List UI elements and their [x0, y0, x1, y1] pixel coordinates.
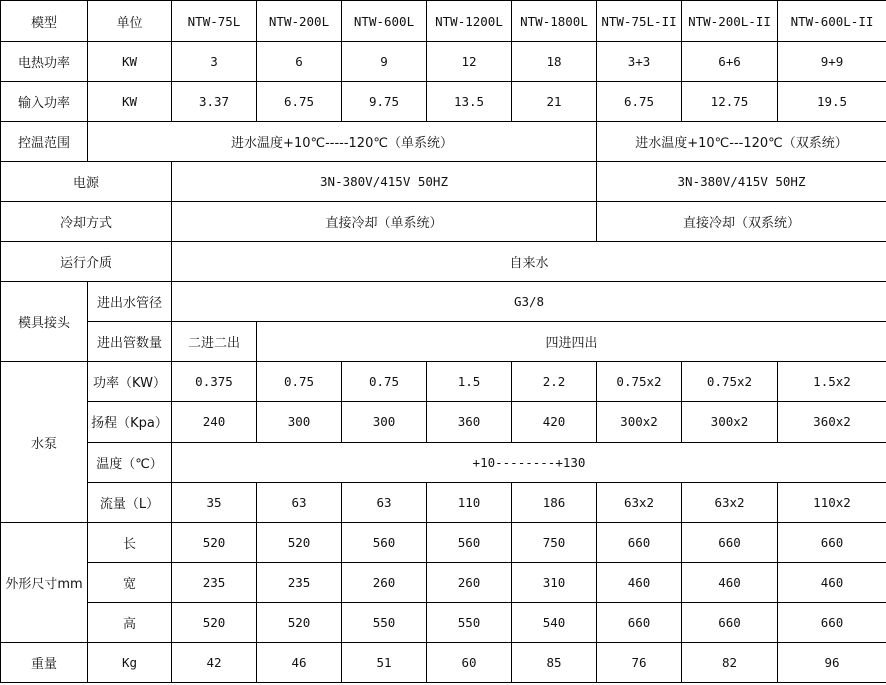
pipe-count-first: 二进二出	[172, 322, 257, 362]
value-cell: 6	[257, 42, 342, 82]
value-cell: 520	[257, 602, 342, 642]
value-cell: 260	[427, 562, 512, 602]
value-cell: 110	[427, 482, 512, 522]
value-cell: 18	[512, 42, 597, 82]
value-cell: 82	[682, 642, 778, 682]
row-label: 电源	[1, 162, 172, 202]
value-cell: 420	[512, 402, 597, 442]
value-cell: 360x2	[778, 402, 886, 442]
value-cell: 360	[427, 402, 512, 442]
value-cell: 19.5	[778, 82, 886, 122]
value-cell: 0.75	[342, 362, 427, 402]
value-cell: 660	[778, 522, 886, 562]
value-cell: 1.5x2	[778, 362, 886, 402]
pump-power-row	[1, 362, 886, 402]
model-name: NTW-200L	[257, 1, 342, 42]
value-cell: 1.5	[427, 362, 512, 402]
pump-flow-row	[1, 482, 886, 522]
pipe-count-row	[1, 322, 886, 362]
value-cell: 96	[778, 642, 886, 682]
power-supply-single: 3N-380V/415V 50HZ	[172, 162, 597, 202]
row-label: 冷却方式	[1, 202, 172, 242]
value-cell: 63	[342, 482, 427, 522]
pipe-count-rest: 四进四出	[257, 322, 886, 362]
value-cell: 6.75	[257, 82, 342, 122]
row-label: 重量	[1, 642, 88, 682]
value-cell: 35	[172, 482, 257, 522]
model-header: 模型	[1, 1, 88, 42]
power-supply-row	[1, 162, 886, 202]
power-supply-dual: 3N-380V/415V 50HZ	[597, 162, 886, 202]
model-name: NTW-75L	[172, 1, 257, 42]
value-cell: 660	[682, 522, 778, 562]
temp-control-row	[1, 122, 886, 162]
unit-cell: KW	[88, 42, 172, 82]
value-cell: 51	[342, 642, 427, 682]
value-cell: 310	[512, 562, 597, 602]
value-cell: 300x2	[597, 402, 682, 442]
value-cell: 660	[682, 602, 778, 642]
height-row	[1, 602, 886, 642]
row-label: 高	[88, 602, 172, 642]
cooling-dual: 直接冷却（双系统）	[597, 202, 886, 242]
row-label: 运行介质	[1, 242, 172, 282]
value-cell: 660	[778, 602, 886, 642]
medium-row	[1, 242, 886, 282]
value-cell: 520	[257, 522, 342, 562]
model-name: NTW-1800L	[512, 1, 597, 42]
temp-control-single: 进水温度+10℃-----120℃（单系统）	[88, 122, 597, 162]
pipe-diameter-row	[1, 282, 886, 322]
value-cell: 550	[427, 602, 512, 642]
medium-value: 自来水	[172, 242, 886, 282]
value-cell: 3+3	[597, 42, 682, 82]
pump-head-row	[1, 402, 886, 442]
input-power-row	[1, 82, 886, 122]
row-label: 输入功率	[1, 82, 88, 122]
value-cell: 9.75	[342, 82, 427, 122]
header-row	[1, 1, 886, 42]
value-cell: 460	[597, 562, 682, 602]
group-label: 水泵	[1, 362, 88, 522]
row-label: 进出水管径	[88, 282, 172, 322]
value-cell: 750	[512, 522, 597, 562]
value-cell: 300	[257, 402, 342, 442]
value-cell: 0.75x2	[682, 362, 778, 402]
value-cell: 60	[427, 642, 512, 682]
row-label: 温度（℃）	[88, 442, 172, 482]
row-label: 流量（L）	[88, 482, 172, 522]
model-name: NTW-1200L	[427, 1, 512, 42]
row-label: 电热功率	[1, 42, 88, 82]
value-cell: 260	[342, 562, 427, 602]
value-cell: 560	[342, 522, 427, 562]
pipe-diameter-value: G3/8	[172, 282, 886, 322]
value-cell: 110x2	[778, 482, 886, 522]
value-cell: 63x2	[597, 482, 682, 522]
value-cell: 0.75	[257, 362, 342, 402]
value-cell: 63x2	[682, 482, 778, 522]
temp-control-dual: 进水温度+10℃---120℃（双系统）	[597, 122, 886, 162]
row-label: 功率（KW）	[88, 362, 172, 402]
value-cell: 63	[257, 482, 342, 522]
cooling-row	[1, 202, 886, 242]
unit-header: 单位	[88, 1, 172, 42]
cooling-single: 直接冷却（单系统）	[172, 202, 597, 242]
value-cell: 560	[427, 522, 512, 562]
value-cell: 6.75	[597, 82, 682, 122]
value-cell: 540	[512, 602, 597, 642]
value-cell: 300	[342, 402, 427, 442]
value-cell: 550	[342, 602, 427, 642]
value-cell: 21	[512, 82, 597, 122]
weight-row	[1, 642, 886, 682]
value-cell: 0.75x2	[597, 362, 682, 402]
row-label: 进出管数量	[88, 322, 172, 362]
row-label: 扬程（Kpa）	[88, 402, 172, 442]
value-cell: 13.5	[427, 82, 512, 122]
row-label: 长	[88, 522, 172, 562]
value-cell: 660	[597, 602, 682, 642]
value-cell: 186	[512, 482, 597, 522]
model-name: NTW-75L-II	[597, 1, 682, 42]
heating-power-row	[1, 42, 886, 82]
unit-cell: Kg	[88, 642, 172, 682]
value-cell: 235	[172, 562, 257, 602]
pump-temp-value: +10--------+130	[172, 442, 886, 482]
length-row	[1, 522, 886, 562]
value-cell: 240	[172, 402, 257, 442]
value-cell: 0.375	[172, 362, 257, 402]
value-cell: 300x2	[682, 402, 778, 442]
model-name: NTW-200L-II	[682, 1, 778, 42]
model-name: NTW-600L-II	[778, 1, 886, 42]
value-cell: 76	[597, 642, 682, 682]
value-cell: 46	[257, 642, 342, 682]
value-cell: 12.75	[682, 82, 778, 122]
value-cell: 3.37	[172, 82, 257, 122]
value-cell: 9+9	[778, 42, 886, 82]
value-cell: 12	[427, 42, 512, 82]
value-cell: 520	[172, 602, 257, 642]
value-cell: 660	[597, 522, 682, 562]
row-label: 宽	[88, 562, 172, 602]
value-cell: 520	[172, 522, 257, 562]
model-name: NTW-600L	[342, 1, 427, 42]
value-cell: 6+6	[682, 42, 778, 82]
width-row	[1, 562, 886, 602]
pump-temp-row	[1, 442, 886, 482]
group-label: 模具接头	[1, 282, 88, 362]
value-cell: 42	[172, 642, 257, 682]
value-cell: 460	[682, 562, 778, 602]
row-label: 控温范围	[1, 122, 88, 162]
group-label: 外形尺寸mm	[1, 522, 88, 642]
value-cell: 460	[778, 562, 886, 602]
value-cell: 3	[172, 42, 257, 82]
value-cell: 9	[342, 42, 427, 82]
unit-cell: KW	[88, 82, 172, 122]
value-cell: 235	[257, 562, 342, 602]
value-cell: 2.2	[512, 362, 597, 402]
value-cell: 85	[512, 642, 597, 682]
